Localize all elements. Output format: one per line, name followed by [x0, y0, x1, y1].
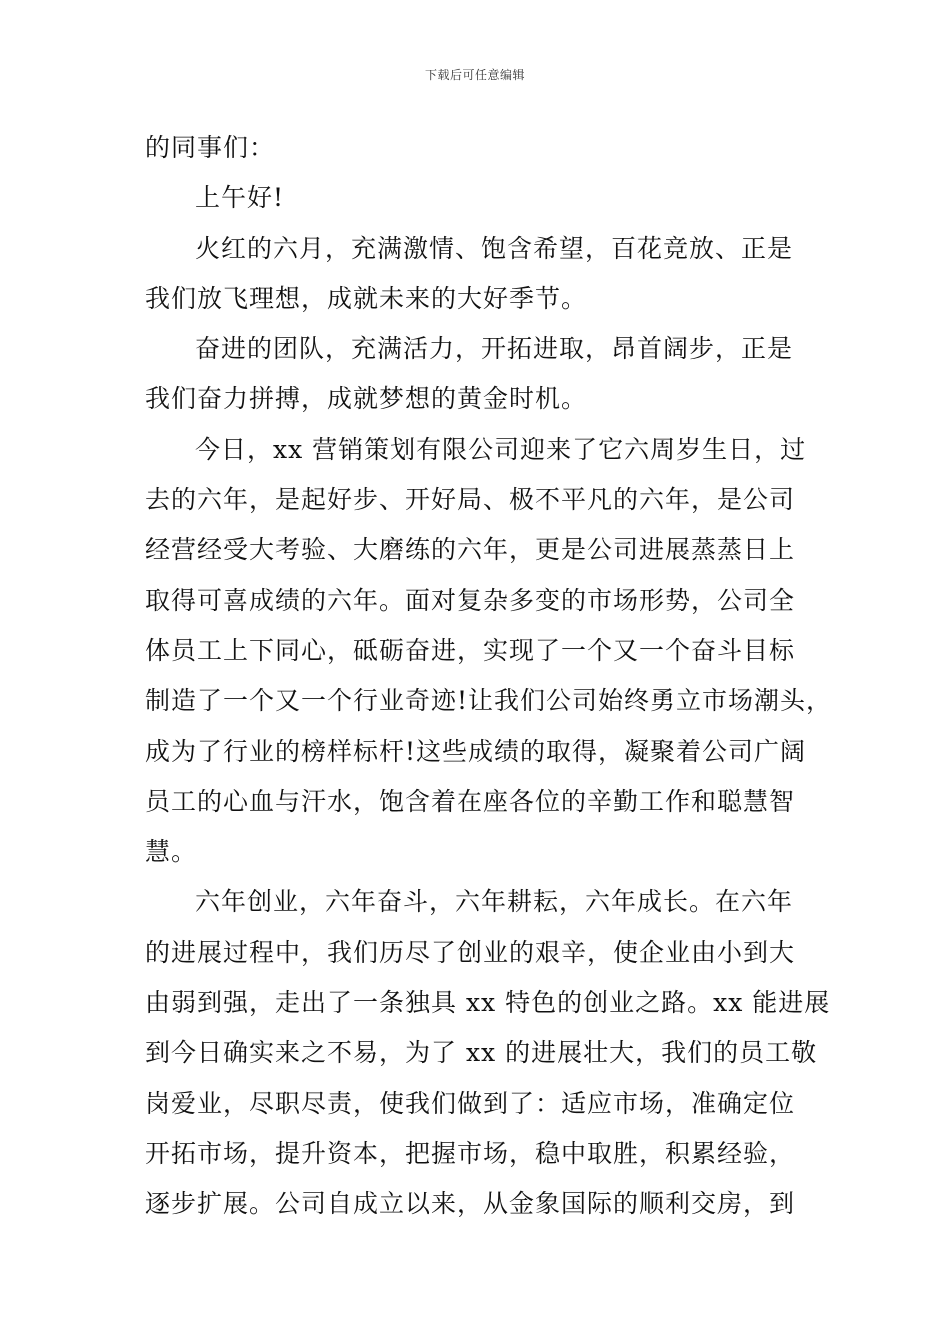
- text-line: 今日，xx 营销策划有限公司迎来了它六周岁生日，过: [195, 434, 807, 464]
- text-line: 上午好!: [195, 183, 285, 213]
- text-line: 逐步扩展。公司自成立以来，从金象国际的顺利交房，到: [145, 1189, 796, 1219]
- text-line: 成为了行业的榜样标杆!这些成绩的取得，凝聚着公司广阔: [145, 736, 807, 766]
- text-line: 我们放飞理想，成就未来的大好季节。: [145, 283, 588, 313]
- document-body: [145, 123, 835, 1230]
- text-line: 到今日确实来之不易，为了 xx 的进展壮大，我们的员工敬: [145, 1038, 818, 1068]
- text-line: 的同事们：: [145, 133, 276, 162]
- text-line: 经营经受大考验、大磨练的六年，更是公司进展蒸蒸日上: [145, 535, 796, 565]
- text-line: 岗爱业，尽职尽责，使我们做到了：适应市场，准确定位: [145, 1088, 796, 1118]
- page-header-note: 下载后可任意编辑: [424, 68, 525, 82]
- text-line: 我们奋力拼搏，成就梦想的黄金时机。: [145, 384, 588, 414]
- text-line: 体员工上下同心，砥砺奋进，实现了一个又一个奋斗目标: [145, 635, 796, 665]
- text-line: 去的六年，是起好步、开好局、极不平凡的六年，是公司: [145, 485, 796, 515]
- text-line: 慧。: [145, 837, 198, 867]
- text-line: 员工的心血与汗水，饱含着在座各位的辛勤工作和聪慧智: [145, 786, 796, 816]
- text-line: 开拓市场，提升资本，把握市场，稳中取胜，积累经验，: [145, 1138, 796, 1168]
- text-line: 的进展过程中，我们历尽了创业的艰辛，使企业由小到大: [145, 937, 796, 967]
- text-line: 由弱到强，走出了一条独具 xx 特色的创业之路。xx 能进展: [145, 988, 831, 1018]
- text-line: 奋进的团队，充满活力，开拓进取，昂首阔步，正是: [195, 334, 794, 364]
- text-line: 取得可喜成绩的六年。面对复杂多变的市场形势，公司全: [145, 585, 796, 615]
- text-line: 六年创业，六年奋斗，六年耕耘，六年成长。在六年: [195, 887, 794, 917]
- text-line: 火红的六月，充满激情、饱含希望，百花竞放、正是: [195, 233, 794, 263]
- text-line: 制造了一个又一个行业奇迹!让我们公司始终勇立市场潮头，: [145, 686, 833, 716]
